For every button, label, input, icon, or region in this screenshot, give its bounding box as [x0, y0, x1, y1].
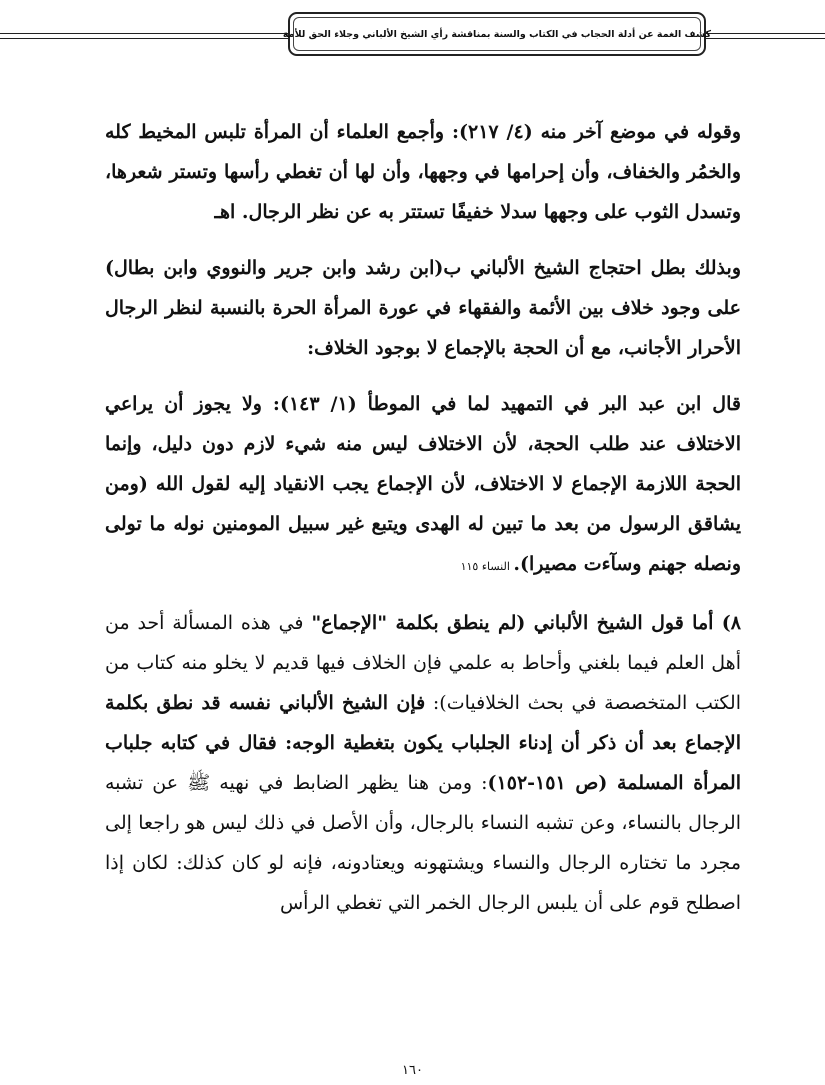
page-body — [105, 112, 741, 923]
header-rule-left-bottom — [0, 38, 288, 39]
book-title: كشف الغمة عن أدلة الحجاب في الكتاب والسنة بمناقشة رأي الشيخ الألباني وجلاء الحق للأمة — [282, 28, 712, 40]
book-title-box — [282, 12, 712, 56]
paragraph-3-part-2: لأن الاختلاف ليس منه شيء لازم دون دليل، وإنما الحجة اللازمة الإجماع لا الاختلاف، لأن الإجماع يجب الانقياد إليه لقول الله (ومن يشاقق الرسول من بعد ما تبين له الهدى ويتبع غير سبيل المومنين نوله ما تولى ونصله جهنم وسآءت مصيرا). — [105, 433, 741, 575]
paragraph-3 — [105, 384, 741, 587]
paragraph-1-part-2: وأن لها أن تغطي رأسها وتستر شعرها — [111, 161, 411, 183]
header-rule-left-top — [0, 33, 288, 34]
page-number: ١٦٠ — [402, 1063, 423, 1078]
paragraph-1-part-1: وقوله في موضع آخر منه (٤/ ٢١٧): وأجمع العلماء أن المرأة تلبس المخيط كله والخمُر والخفاف، وأن إحرامها في وجهها، — [105, 121, 742, 183]
paragraph-4-part-2: في هذه المسألة أحد من أهل العلم فيما بلغني وأحاط به علمي فإن الخلاف فيها قديم لا يخلو منه كتاب من الكتب المتخصصة في بحث الخلافيات): — [105, 612, 741, 714]
paragraph-3-part-1: قال ابن عبد البر في التمهيد لما في الموطأ (١/ ١٤٣): ولا يجوز أن يراعي الاختلاف عند طلب الحجة، — [105, 393, 741, 455]
paragraph-4 — [105, 603, 741, 923]
header-rule-right-bottom — [706, 38, 825, 39]
page-header — [0, 12, 825, 58]
paragraph-4-part-4: : ومن هنا يظهر الضابط في نهيه ﷺ عن تشبه الرجال بالنساء، وعن تشبه النساء بالرجال، وأن الأصل في ذلك ليس هو راجعا إلى مجرد ما تختاره الرجال والنساء ويشتهونه ويعتادونه، فإنه لو كان كذلك: لكان إذا اصطلح قوم على أن يلبس الرجال الخمر التي تغطي الرأس — [105, 772, 741, 914]
paragraph-4-part-1: ٨) أما قول الشيخ الألباني (لم ينطق بكلمة "الإجماع" — [311, 612, 742, 634]
paragraph-2 — [105, 248, 741, 368]
paragraph-1-part-3: ، وتسدل الثوب على وجهها سدلا خفيفًا تستتر به عن نظر الرجال. اهـ — [105, 161, 741, 223]
paragraph-1 — [105, 112, 741, 232]
header-rule-right-top — [706, 33, 825, 34]
paragraph-4-part-3: فإن الشيخ الألباني نفسه قد نطق بكلمة الإجماع بعد أن ذكر أن إدناء الجلباب يكون بتغطية الوجه: فقال في كتابه جلباب المرأة المسلمة (ص ١٥١-١٥٢) — [105, 692, 741, 794]
paragraph-2-text: وبذلك بطل احتجاج الشيخ الألباني ب(ابن رشد وابن جرير والنووي وابن بطال) على وجود خلاف بين الأئمة والفقهاء في عورة المرأة الحرة بالنسبة لنظر الرجال الأحرار الأجانب، مع أن الحجة بالإجماع لا بوجود الخلاف: — [105, 257, 741, 359]
quran-citation: النساء ١١٥ — [460, 560, 514, 573]
